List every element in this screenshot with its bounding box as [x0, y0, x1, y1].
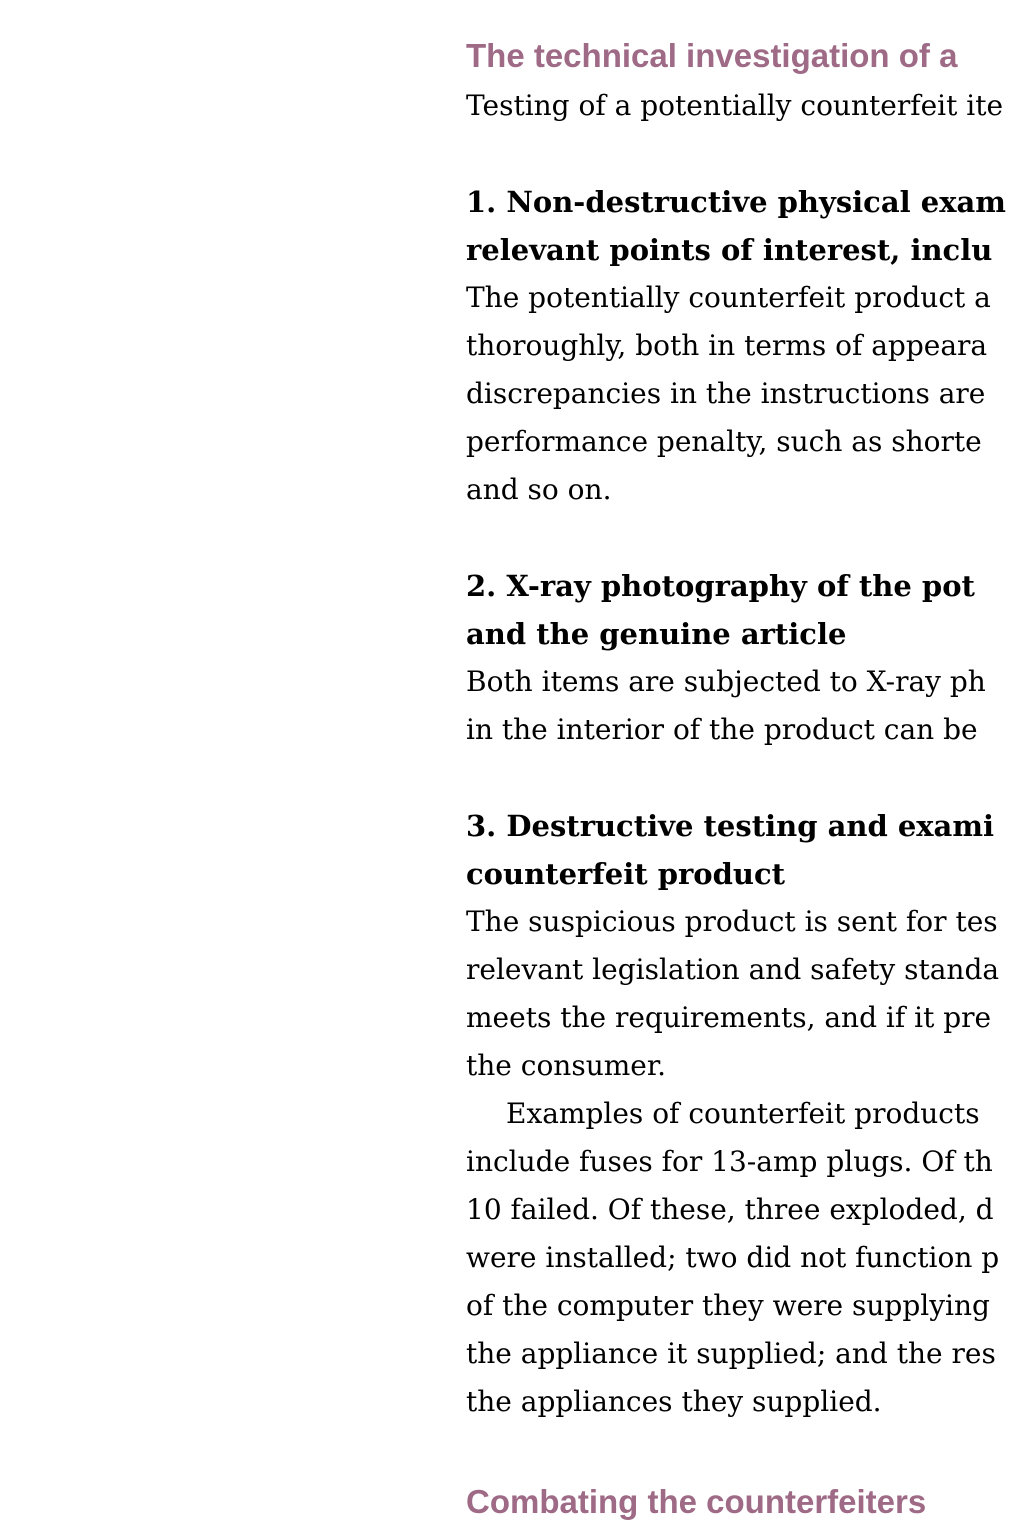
text-line: meets the requirements, and if it pre: [466, 1001, 992, 1034]
intro-paragraph: [466, 82, 1024, 130]
text-line: Both items are subjected to X-ray ph: [466, 665, 986, 698]
heading-line: relevant points of interest, inclu: [466, 233, 993, 267]
heading-line: 1. Non-destructive physical exam: [466, 185, 1006, 219]
text-column: [466, 34, 1024, 1524]
section-heading-combating-counterfeiters: Combating the counterfeiters: [466, 1483, 927, 1520]
step-1-paragraph: [466, 274, 1024, 514]
section-heading-technical-investigation: The technical investigation of a: [466, 37, 958, 74]
heading-line: 2. X-ray photography of the pot: [466, 569, 975, 603]
text-line: include fuses for 13-amp plugs. Of th: [466, 1145, 993, 1178]
text-line: Examples of counterfeit products: [506, 1097, 980, 1130]
text-line: The potentially counterfeit product a: [466, 281, 991, 314]
text-line: Testing of a potentially counterfeit ite: [466, 89, 1004, 122]
heading-line: 3. Destructive testing and exami: [466, 809, 995, 843]
text-line: 10 failed. Of these, three exploded, d: [466, 1193, 994, 1226]
step-3-paragraph: [466, 898, 1024, 1090]
spacer: [466, 1426, 1024, 1480]
text-line: the appliances they supplied.: [466, 1385, 882, 1418]
examples-paragraph: [466, 1090, 1024, 1426]
step-2-heading: [466, 562, 1024, 658]
text-line: in the interior of the product can be: [466, 713, 978, 746]
text-line: performance penalty, such as shorte: [466, 425, 982, 458]
step-2-paragraph: [466, 658, 1024, 754]
text-line: relevant legislation and safety standa: [466, 953, 1000, 986]
heading-line: counterfeit product: [466, 857, 786, 891]
heading-line: and the genuine article: [466, 617, 847, 651]
text-line: and so on.: [466, 473, 612, 506]
text-line: were installed; two did not function p: [466, 1241, 1000, 1274]
text-line: The suspicious product is sent for tes: [466, 905, 998, 938]
spacer: [466, 754, 1024, 802]
text-line: discrepancies in the instructions are: [466, 377, 986, 410]
spacer: [466, 514, 1024, 562]
text-line: the consumer.: [466, 1049, 667, 1082]
spacer: [466, 130, 1024, 178]
text-line: thoroughly, both in terms of appeara: [466, 329, 988, 362]
step-3-heading: [466, 802, 1024, 898]
text-line: of the computer they were supplying: [466, 1289, 990, 1322]
text-line: the appliance it supplied; and the res: [466, 1337, 996, 1370]
step-1-heading: [466, 178, 1024, 274]
